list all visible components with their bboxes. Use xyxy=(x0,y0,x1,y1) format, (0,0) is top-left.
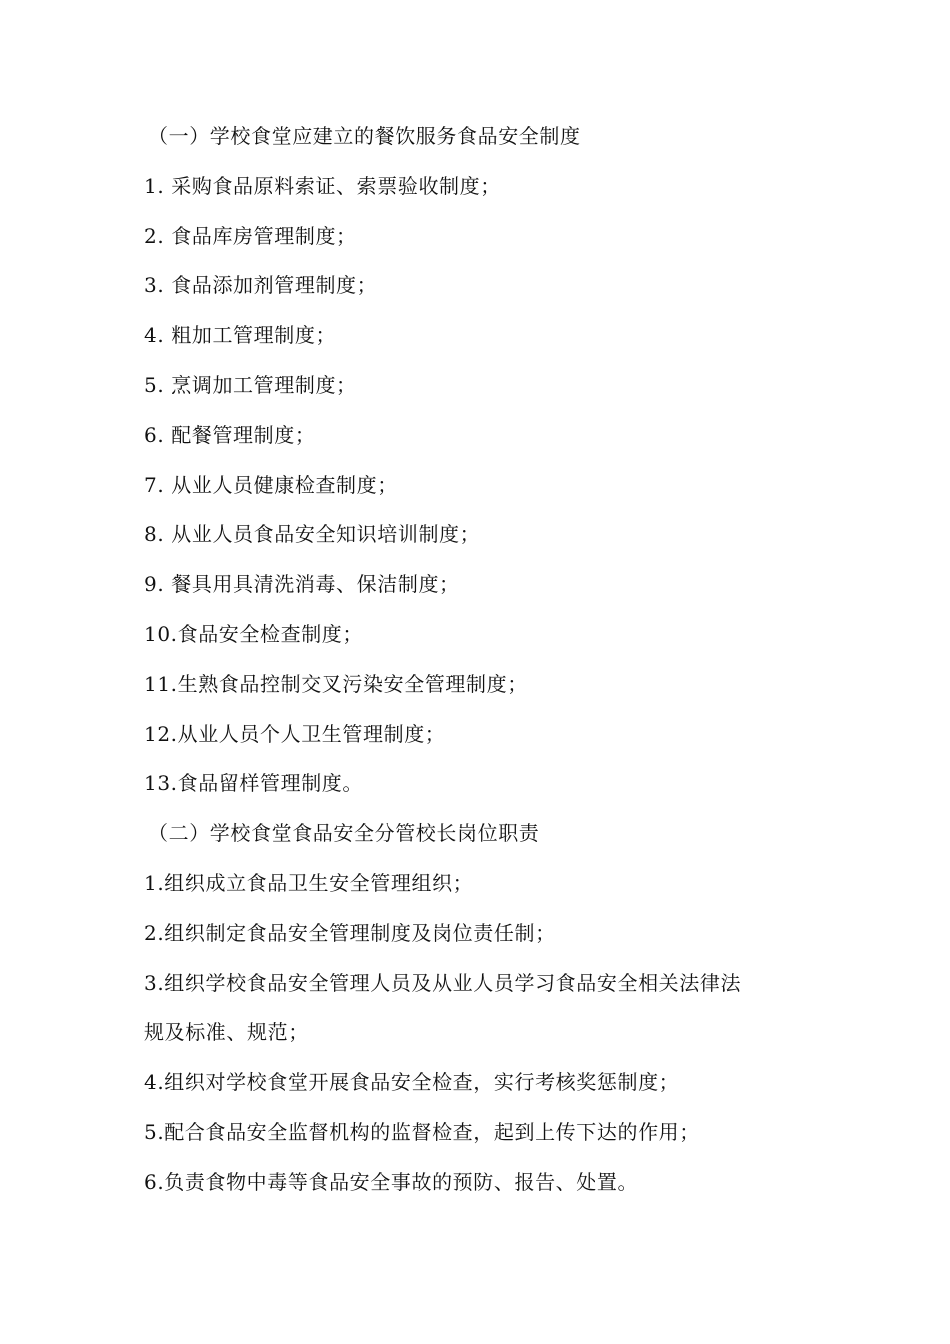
list-item: 8. 从业人员食品安全知识培训制度； xyxy=(144,522,481,547)
list-item: 3. 食品添加剂管理制度； xyxy=(144,273,378,298)
list-item: 13.食品留样管理制度。 xyxy=(144,771,364,796)
list-item: 7. 从业人员健康检查制度； xyxy=(144,472,398,497)
list-item: 11.生熟食品控制交叉污染安全管理制度； xyxy=(144,671,528,696)
list-item: 10.食品安全检查制度； xyxy=(144,621,364,646)
list-item-continuation: 规及标准、规范； xyxy=(144,1020,309,1045)
document-body xyxy=(144,112,824,1208)
list-item: 1.组织成立食品卫生安全管理组织； xyxy=(144,870,474,895)
list-item: 12.从业人员个人卫生管理制度； xyxy=(144,721,446,746)
list-item: 3.组织学校食品安全管理人员及从业人员学习食品安全相关法律法 xyxy=(144,970,742,995)
list-item: 5. 烹调加工管理制度； xyxy=(144,372,357,397)
section1-heading: （一）学校食堂应建立的餐饮服务食品安全制度 xyxy=(148,124,581,148)
list-item: 5.配合食品安全监督机构的监督检查，起到上传下达的作用； xyxy=(144,1119,700,1144)
section2-list xyxy=(144,859,824,1208)
list-item: 6. 配餐管理制度； xyxy=(144,422,316,447)
section2-heading: （二）学校食堂食品安全分管校长岗位职责 xyxy=(148,821,540,846)
list-item: 9. 餐具用具清洗消毒、保洁制度； xyxy=(144,572,460,597)
list-item: 4. 粗加工管理制度； xyxy=(144,323,337,348)
section1-list xyxy=(144,162,824,809)
list-item: 2. 食品库房管理制度； xyxy=(144,223,357,248)
list-item: 6.负责食物中毒等食品安全事故的预防、报告、处置。 xyxy=(144,1169,639,1194)
list-item: 4.组织对学校食堂开展食品安全检查，实行考核奖惩制度； xyxy=(144,1070,680,1095)
list-item: 1. 采购食品原料索证、索票验收制度； xyxy=(144,173,501,198)
list-item: 2.组织制定食品安全管理制度及岗位责任制； xyxy=(144,920,556,945)
